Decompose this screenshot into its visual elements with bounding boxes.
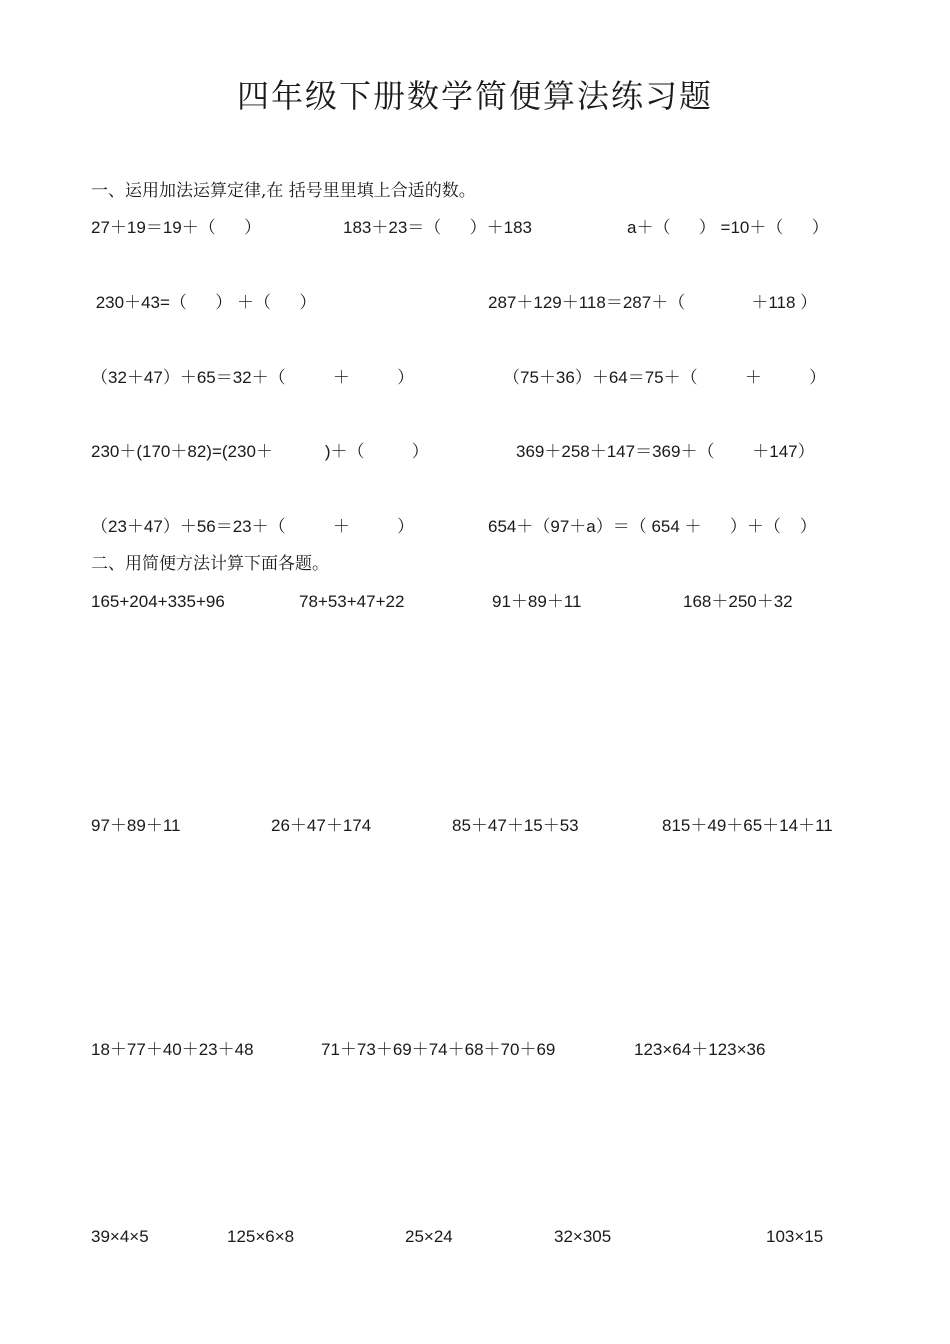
calc-problem: 168＋250＋32 (683, 592, 793, 611)
section-2-row-3 (0, 1038, 950, 1062)
fill-in-problem: 230＋43=（ ） ＋（ ） (91, 293, 317, 312)
calc-problem: 32×305 (554, 1227, 612, 1246)
fill-in-problem: a＋（ ） =10＋（ ） (627, 218, 829, 237)
section-1-row-4 (0, 440, 950, 464)
section-1-row-3 (0, 366, 950, 390)
fill-in-problem: 287＋129＋118＝287＋（ ＋118 ） (488, 293, 818, 312)
fill-in-problem: 183＋23＝（ ）＋183 (343, 218, 532, 237)
section-2-row-4 (0, 1225, 950, 1249)
section-2-heading: 二、用简便方法计算下面各题。 (91, 554, 329, 574)
calc-problem: 18＋77＋40＋23＋48 (91, 1040, 254, 1059)
section-2-row-2 (0, 814, 950, 838)
calc-problem: 91＋89＋11 (492, 592, 582, 611)
calc-problem: 165+204+335+96 (91, 592, 225, 611)
section-1-row-5 (0, 515, 950, 539)
calc-problem: 85＋47＋15＋53 (452, 816, 579, 835)
fill-in-problem: 654＋（97＋a）＝（ 654 ＋ ）＋（ ） (488, 517, 817, 536)
calc-problem: 123×64＋123×36 (634, 1040, 766, 1059)
calc-problem: 78+53+47+22 (299, 592, 405, 611)
fill-in-problem: 369＋258＋147＝369＋（ ＋147） (516, 442, 815, 461)
calc-problem: 125×6×8 (227, 1227, 295, 1246)
section-2-row-1 (0, 590, 950, 614)
calc-problem: 25×24 (405, 1227, 453, 1246)
fill-in-problem: 230＋(170＋82)=(230＋ )＋（ ） (91, 442, 429, 461)
calc-problem: 815＋49＋65＋14＋11 (662, 816, 833, 835)
calc-problem: 71＋73＋69＋74＋68＋70＋69 (321, 1040, 556, 1059)
calc-problem: 97＋89＋11 (91, 816, 181, 835)
section-1-heading: 一、运用加法运算定律,在 括号里里填上合适的数。 (91, 181, 476, 201)
calc-problem: 39×4×5 (91, 1227, 149, 1246)
section-1-row-2 (0, 291, 950, 315)
fill-in-problem: （23＋47）＋56＝23＋（ ＋ ） (91, 517, 415, 536)
fill-in-problem: （32＋47）＋65＝32＋（ ＋ ） (91, 368, 415, 387)
fill-in-problem: 27＋19＝19＋（ ） (91, 218, 262, 237)
fill-in-problem: （75＋36）＋64＝75＋（ ＋ ） (503, 368, 827, 387)
section-1-row-1 (0, 216, 950, 240)
calc-problem: 26＋47＋174 (271, 816, 372, 835)
page-title: 四年级下册数学简便算法练习题 (236, 77, 713, 115)
calc-problem: 103×15 (766, 1227, 824, 1246)
